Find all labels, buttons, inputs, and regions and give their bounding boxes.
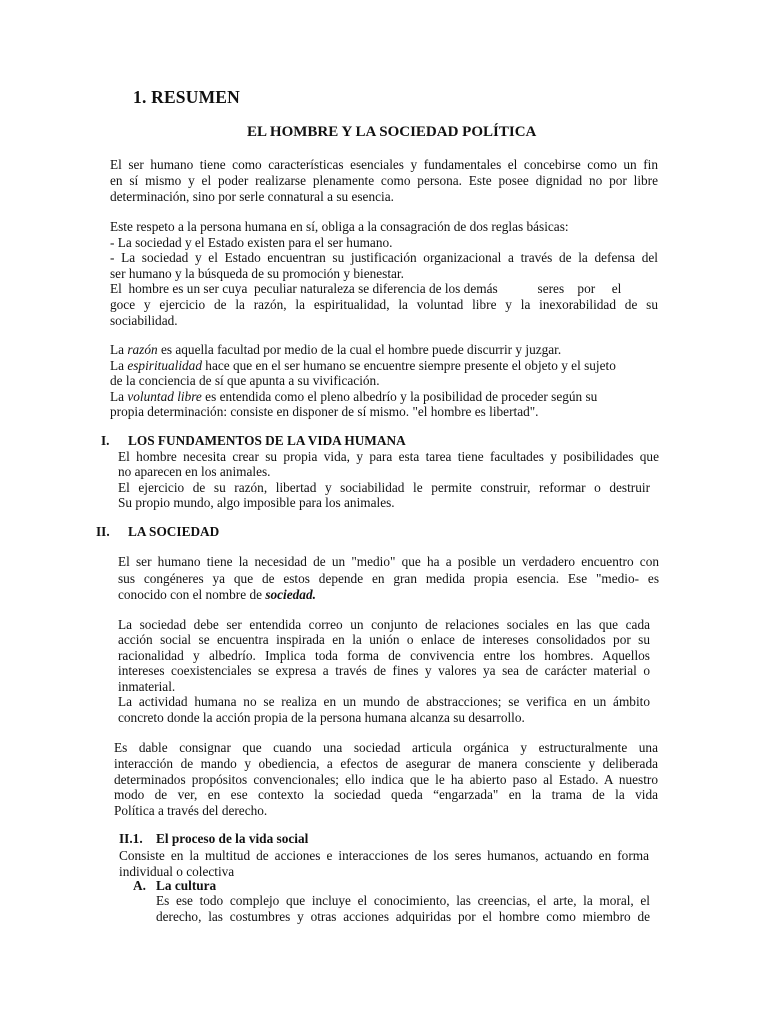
text-line: sus congéneres ya que de estos depende en gran medida propia esencia. Ese "medio- es — [118, 571, 659, 586]
text-line: interacción de mando y obediencia, a efectos de asegurar de manera consciente y deliberada — [114, 756, 658, 771]
subsection-number: II.1. — [119, 831, 143, 846]
subsection-heading: La cultura — [156, 878, 217, 893]
subsection-heading: El proceso de la vida social — [156, 831, 309, 846]
text-line: modo de ver, en ese contexto la sociedad queda “engarzada" en la trama de la vida — [114, 787, 658, 802]
text-line: derecho, las costumbres y otras acciones adquiridas por el hombre como miembro de — [156, 909, 650, 924]
emphasis-sociedad: sociedad. — [265, 587, 316, 602]
document-subtitle: EL HOMBRE Y LA SOCIEDAD POLÍTICA — [247, 124, 537, 140]
text-line: El ser humano tiene la necesidad de un "medio" que ha a posible un verdadero encuentro con — [118, 554, 659, 569]
section-number: II. — [96, 524, 110, 539]
text-line: concreto donde la acción propia de la persona humana alcanza su desarrollo. — [118, 710, 525, 725]
section-heading: LOS FUNDAMENTOS DE LA VIDA HUMANA — [128, 433, 406, 448]
text-line: intereses coexistenciales se expresa a través de fines y valores ya sea de carácter material o — [118, 663, 650, 678]
text-line: - La sociedad y el Estado encuentran su justificación organizacional a través de la defensa del — [110, 250, 658, 265]
text-line: Consiste en la multitud de acciones e interacciones de los seres humanos, actuando en forma — [119, 848, 649, 863]
subsection-letter: A. — [133, 878, 146, 893]
text-line: La voluntad libre es entendida como el pleno albedrío y la posibilidad de proceder según su — [110, 389, 598, 404]
text-line: goce y ejercicio de la razón, la espiritualidad, la voluntad libre y la inexorabilidad de su — [110, 297, 658, 312]
text-line: determinación, sino por serle connatural a su esencia. — [110, 189, 394, 204]
section-title: 1. RESUMEN — [133, 87, 241, 107]
text-line: La sociedad debe ser entendida correo un conjunto de relaciones sociales en las que cada — [118, 617, 650, 632]
text-line: El ser humano tiene como características esenciales y fundamentales el concebirse como un fin — [110, 157, 658, 172]
text-line: no aparecen en los animales. — [118, 464, 271, 479]
text-line: El hombre necesita crear su propia vida, y para esta tarea tiene facultades y posibilidades que — [118, 449, 659, 464]
text-line: conocido con el nombre de sociedad. — [118, 587, 316, 602]
text-line: Su propio mundo, algo imposible para los animales. — [118, 495, 395, 510]
text-line: Es dable consignar que cuando una sociedad articula orgánica y estructuralmente una — [114, 740, 658, 755]
text-line: El hombre es un ser cuya peculiar naturaleza se diferencia de los demás seres por el — [110, 281, 622, 296]
text-line: Este respeto a la persona humana en sí, obliga a la consagración de dos reglas básicas: — [110, 219, 569, 234]
text-line: determinados propósitos convencionales; ello indica que le ha abierto paso al Estado. A nuestro — [114, 772, 658, 787]
text-line: La actividad humana no se realiza en un mundo de abstracciones; se verifica en un ámbito — [118, 694, 650, 709]
text-line: de la conciencia de sí que apunta a su vivificación. — [110, 373, 380, 388]
text-line: inmaterial. — [118, 679, 176, 694]
section-heading: LA SOCIEDAD — [128, 524, 220, 539]
emphasis-espiritualidad: espiritualidad — [127, 358, 202, 373]
text-line: individual o colectiva — [119, 864, 235, 879]
section-number: I. — [101, 433, 110, 448]
text-line: sociabilidad. — [110, 313, 178, 328]
text-line: acción social se encuentra inspirada en la unión o enlace de intereses consolidados por su — [118, 632, 650, 647]
text-line: propia determinación: consiste en disponer de sí mismo. "el hombre es libertad". — [110, 404, 539, 419]
text-line: - La sociedad y el Estado existen para el ser humano. — [110, 235, 393, 250]
text-line: racionalidad y albedrío. Implica toda forma de convivencia entre los hombres. Aquellos — [118, 648, 650, 663]
emphasis-voluntad: voluntad libre — [127, 389, 202, 404]
text-line: Política a través del derecho. — [114, 803, 268, 818]
text-line: Es ese todo complejo que incluye el conocimiento, las creencias, el arte, la moral, el — [156, 893, 650, 908]
text-line: La espiritualidad hace que en el ser humano se encuentre siempre presente el objeto y el sujeto — [110, 358, 616, 373]
emphasis-razon: razón — [127, 342, 158, 357]
text-line: en sí mismo y el poder realizarse plenamente como persona. Este posee dignidad no por libre — [110, 173, 658, 188]
text-line: La razón es aquella facultad por medio de la cual el hombre puede discurrir y juzgar. — [110, 342, 562, 357]
text-line: El ejercicio de su razón, libertad y sociabilidad le permite construir, reformar o destruir — [118, 480, 650, 495]
text-line: ser humano y la búsqueda de su promoción y bienestar. — [110, 266, 404, 281]
